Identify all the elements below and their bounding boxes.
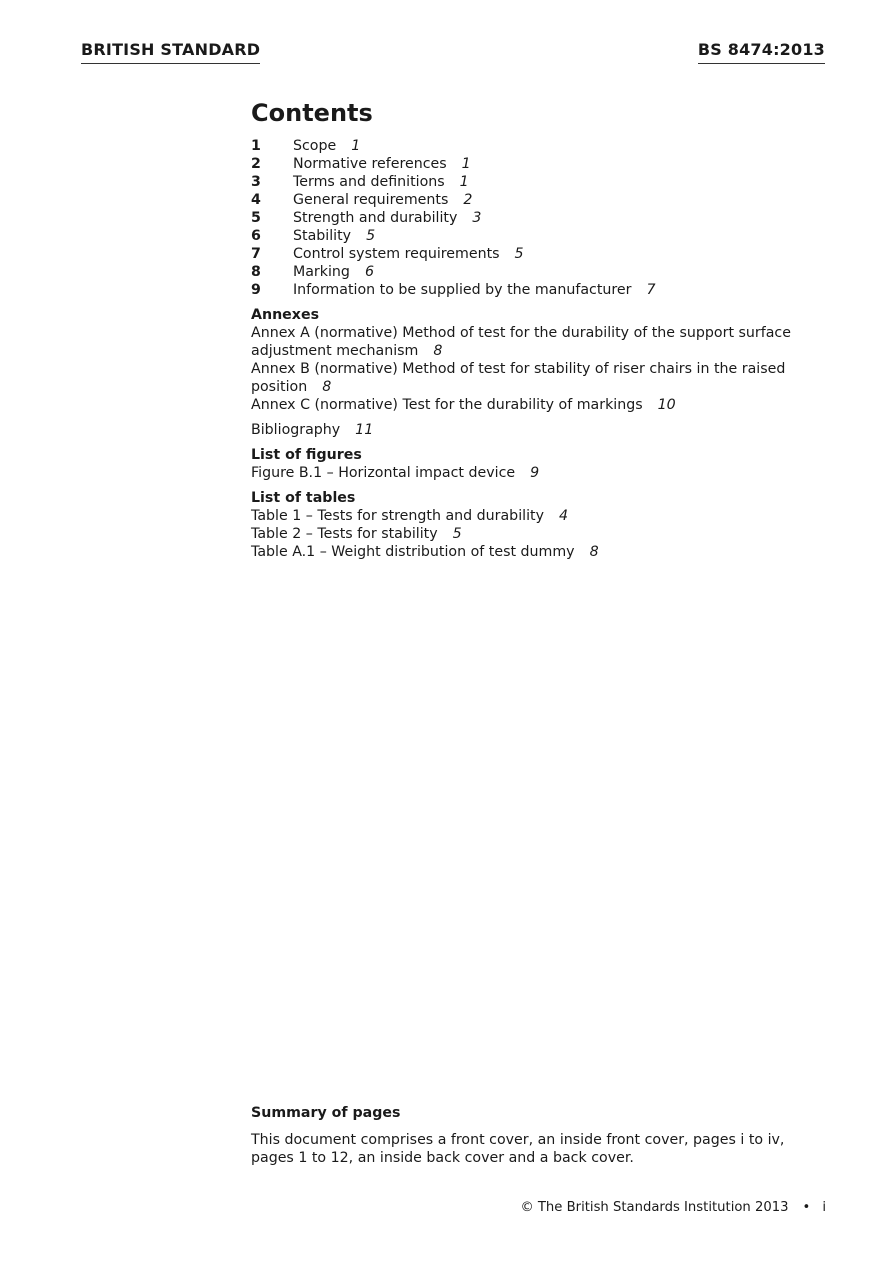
- toc-page: 5: [366, 228, 376, 244]
- toc-entry[interactable]: [251, 263, 831, 281]
- table-text: Table 2 – Tests for stability: [251, 526, 438, 542]
- figure-entry[interactable]: [251, 464, 831, 482]
- toc-entry[interactable]: [251, 209, 831, 227]
- copyright-text: © The British Standards Institution 2013: [520, 1200, 789, 1215]
- toc-number: 8: [251, 264, 261, 280]
- toc-text: Stability: [293, 228, 352, 244]
- annex-page: 10: [657, 397, 676, 413]
- header-document-number: BS 8474:2013: [698, 40, 825, 64]
- annexes-heading: Annexes: [251, 307, 320, 323]
- toc-number: 4: [251, 192, 261, 208]
- table-entry[interactable]: [251, 507, 831, 525]
- figure-text: Figure B.1 – Horizontal impact device: [251, 465, 516, 481]
- annex-page: 8: [322, 379, 332, 395]
- page-footer: [521, 1199, 827, 1217]
- toc-text: General requirements: [293, 192, 449, 208]
- contents-section: [251, 98, 831, 561]
- toc-entry[interactable]: [251, 155, 831, 173]
- toc-text: Normative references: [293, 156, 447, 172]
- toc-number: 3: [251, 174, 261, 190]
- toc-number: 2: [251, 156, 261, 172]
- table-page: 5: [452, 526, 462, 542]
- table-text: Table 1 – Tests for strength and durability: [251, 508, 544, 524]
- toc-number: 9: [251, 282, 261, 298]
- toc-entry[interactable]: [251, 281, 831, 299]
- toc-page: 1: [459, 174, 469, 190]
- toc-entry[interactable]: [251, 227, 831, 245]
- bullet-separator: •: [802, 1200, 811, 1215]
- annex-entry[interactable]: [251, 396, 831, 414]
- toc-text: Marking: [293, 264, 350, 280]
- toc-page: 6: [364, 264, 374, 280]
- toc-text: Information to be supplied by the manufacturer: [293, 282, 632, 298]
- table-text: Table A.1 – Weight distribution of test dummy: [251, 544, 575, 560]
- bibliography-section: [251, 421, 831, 439]
- annexes-section: [251, 306, 831, 414]
- table-entry[interactable]: [251, 543, 831, 561]
- toc-entry[interactable]: [251, 245, 831, 263]
- toc-page: 7: [646, 282, 656, 298]
- toc-page: 2: [463, 192, 473, 208]
- summary-heading: Summary of pages: [251, 1105, 401, 1121]
- toc-number: 7: [251, 246, 261, 262]
- toc-entry[interactable]: [251, 191, 831, 209]
- toc-text: Scope: [293, 138, 337, 154]
- header-standard-label: BRITISH STANDARD: [81, 40, 260, 64]
- bibliography-page: 11: [355, 422, 374, 438]
- table-entry[interactable]: [251, 525, 831, 543]
- table-page: 8: [589, 544, 599, 560]
- toc-entry[interactable]: [251, 173, 831, 191]
- toc-text: Terms and definitions: [293, 174, 445, 190]
- page-title: Contents: [251, 99, 373, 127]
- figures-section: [251, 446, 831, 482]
- toc-number: 5: [251, 210, 261, 226]
- toc-number: 6: [251, 228, 261, 244]
- tables-section: [251, 489, 831, 561]
- annex-entry[interactable]: [251, 360, 831, 396]
- toc-number: 1: [251, 138, 261, 154]
- summary-text: This document comprises a front cover, an inside front cover, pages i to iv, pages 1 to 12, an inside back cover and a back cover.: [251, 1132, 785, 1166]
- toc-text: Strength and durability: [293, 210, 458, 226]
- table-page: 4: [558, 508, 569, 524]
- figure-page: 9: [530, 465, 540, 481]
- figures-heading: List of figures: [251, 447, 362, 463]
- toc-entry[interactable]: [251, 137, 831, 155]
- tables-heading: List of tables: [251, 490, 356, 506]
- bibliography-entry[interactable]: [251, 421, 831, 439]
- annex-page: 8: [433, 343, 443, 359]
- annex-entry[interactable]: [251, 324, 831, 360]
- annex-text: Annex A (normative) Method of test for the durability of the support surface adjustment mechanism: [251, 325, 791, 359]
- toc-text: Control system requirements: [293, 246, 500, 262]
- annex-text: Annex B (normative) Method of test for stability of riser chairs in the raised position: [251, 361, 786, 395]
- toc-page: 5: [514, 246, 524, 262]
- toc-list: [251, 137, 831, 299]
- annex-text: Annex C (normative) Test for the durability of markings: [251, 397, 643, 413]
- toc-page: 1: [461, 156, 471, 172]
- page-number: i: [822, 1200, 826, 1215]
- toc-page: 3: [472, 210, 482, 226]
- toc-page: 1: [351, 138, 361, 154]
- summary-section: [251, 1104, 811, 1167]
- bibliography-text: Bibliography: [251, 422, 341, 438]
